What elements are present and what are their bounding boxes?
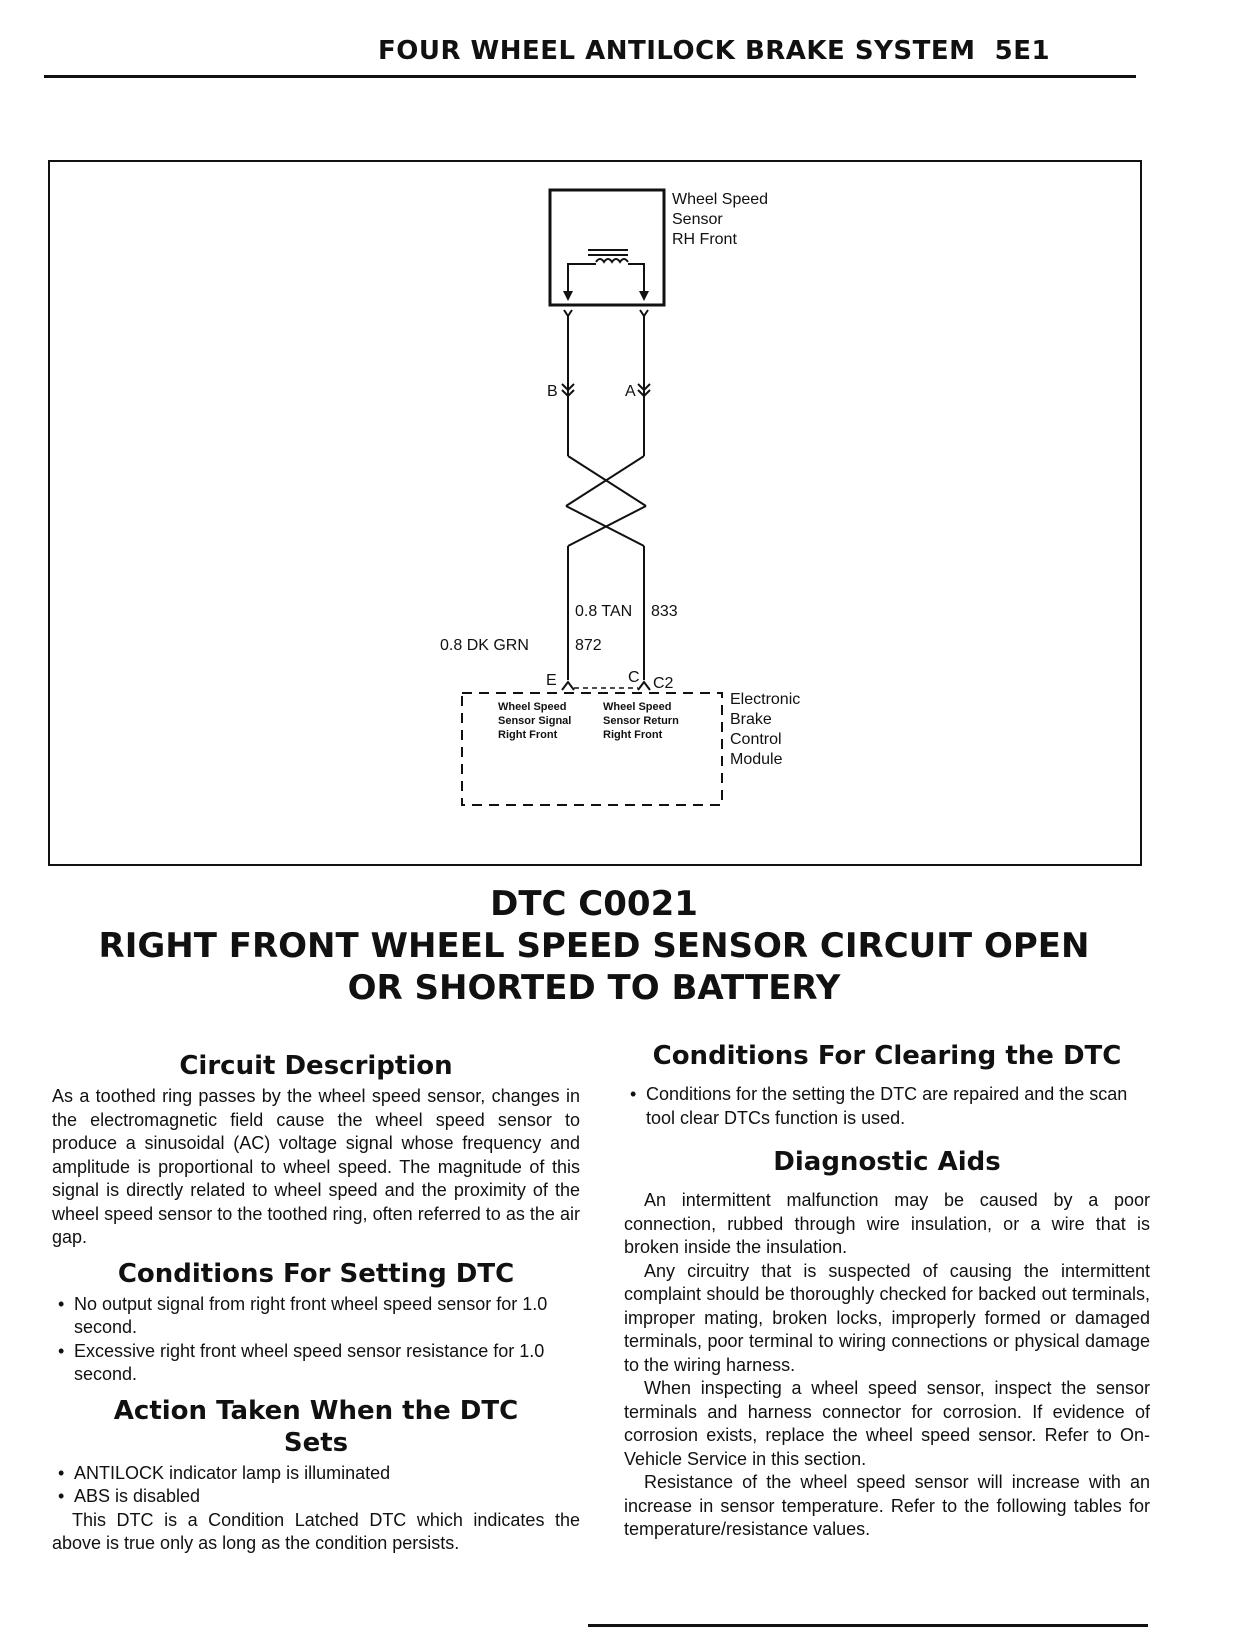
wire-tan-label: 0.8 TAN	[575, 603, 633, 620]
diagnostic-aids-paragraph: Resistance of the wheel speed sensor will increase with an increase in sensor temperature. Refer to the following tables for temperature/resistance values.	[624, 1472, 1150, 1539]
action-taken-heading	[52, 1395, 580, 1459]
connector-label: C2	[653, 675, 674, 692]
header-rule	[44, 75, 1136, 78]
module-label-line1: Electronic	[730, 691, 801, 708]
diagnostic-aids-paragraph: An intermittent malfunction may be caused by a poor connection, rubbed through wire insulation, or a wire that is broken inside the insulation.	[624, 1190, 1150, 1257]
sensor-label-line1: Wheel Speed	[672, 191, 769, 208]
list-item: • Excessive right front wheel speed sensor resistance for 1.0 second.	[74, 1340, 580, 1387]
wire-dkgrn-circuit: 872	[575, 637, 602, 654]
terminal-e-desc-2: Sensor Signal	[498, 715, 572, 727]
dtc-title-line2: OR SHORTED TO BATTERY	[347, 968, 841, 1008]
setting-dtc-list	[52, 1293, 580, 1387]
dtc-title-line1: RIGHT FRONT WHEEL SPEED SENSOR CIRCUIT OPEN	[98, 926, 1090, 966]
setting-dtc-heading: Conditions For Setting DTC	[117, 1258, 515, 1289]
action-taken-text: This DTC is a Condition Latched DTC which indicates the above is true only as long as the condition persists.	[52, 1509, 580, 1553]
dtc-title	[44, 883, 1144, 1009]
terminal-e-desc-1: Wheel Speed	[498, 701, 567, 713]
module-label-line4: Module	[730, 751, 783, 768]
dtc-code: DTC C0021	[490, 884, 698, 924]
terminal-c-desc-3: Right Front	[603, 729, 663, 741]
module-label-line2: Brake	[730, 711, 772, 728]
terminal-e-label: E	[546, 672, 557, 689]
wire-tan-circuit: 833	[651, 603, 678, 620]
circuit-description-heading: Circuit Description	[179, 1051, 453, 1081]
module-label-line3: Control	[730, 731, 782, 748]
footer-rule	[588, 1624, 1148, 1627]
page-number: 5E1	[994, 36, 1051, 66]
header-title: FOUR WHEEL ANTILOCK BRAKE SYSTEM	[378, 36, 976, 66]
left-column	[52, 1050, 580, 1556]
clearing-dtc-list	[624, 1083, 1150, 1130]
terminal-c-desc-2: Sensor Return	[603, 715, 679, 727]
action-heading-line1: Action Taken When the DTC	[113, 1395, 519, 1426]
action-heading-line2: Sets	[283, 1427, 349, 1458]
list-item: • ANTILOCK indicator lamp is illuminated	[74, 1462, 580, 1486]
clearing-dtc-heading: Conditions For Clearing the DTC	[652, 1041, 1122, 1071]
terminal-e-desc-3: Right Front	[498, 729, 558, 741]
diagnostic-aids-paragraph: Any circuitry that is suspected of causing the intermittent complaint should be thoroughly checked for backed out terminals, improper mating, broken locks, improperly formed or damaged terminals, poor terminal to wiring connections or physical damage to the wiring harness.	[624, 1260, 1150, 1375]
sensor-label-line2: Sensor	[672, 211, 723, 228]
wiring-diagram	[48, 160, 1142, 866]
terminal-c-label: C	[628, 669, 640, 686]
sensor-label-line3: RH Front	[672, 231, 737, 248]
circuit-description-text: As a toothed ring passes by the wheel speed sensor, changes in the electromagnetic field cause the wheel speed sensor to produce a sinusoidal (AC) voltage signal whose frequency and amplitude is proportional to wheel speed. The magnitude of this signal is directly related to wheel speed and the proximity of the wheel speed sensor to the toothed ring, often referred to as the air gap.	[52, 1086, 580, 1247]
pin-b-label: B	[547, 383, 558, 400]
action-taken-list	[52, 1462, 580, 1509]
terminal-c-desc-1: Wheel Speed	[603, 701, 672, 713]
list-item: • Conditions for the setting the DTC are repaired and the scan tool clear DTCs function is used.	[646, 1083, 1150, 1130]
diagnostic-aids-paragraph: When inspecting a wheel speed sensor, inspect the sensor terminals and harness connector for corrosion. If evidence of corrosion exists, replace the wheel speed sensor. Refer to On-Vehicle Service in this section.	[624, 1378, 1150, 1469]
pin-a-label: A	[625, 383, 636, 400]
wire-dkgrn-label: 0.8 DK GRN	[440, 637, 529, 654]
diagnostic-aids-heading: Diagnostic Aids	[773, 1147, 1001, 1177]
right-column	[624, 1040, 1150, 1542]
sensor-symbol	[550, 190, 664, 305]
page-header	[378, 36, 1138, 66]
diagram-frame	[49, 161, 1141, 865]
list-item: • ABS is disabled	[74, 1485, 580, 1509]
list-item: • No output signal from right front wheel speed sensor for 1.0 second.	[74, 1293, 580, 1340]
